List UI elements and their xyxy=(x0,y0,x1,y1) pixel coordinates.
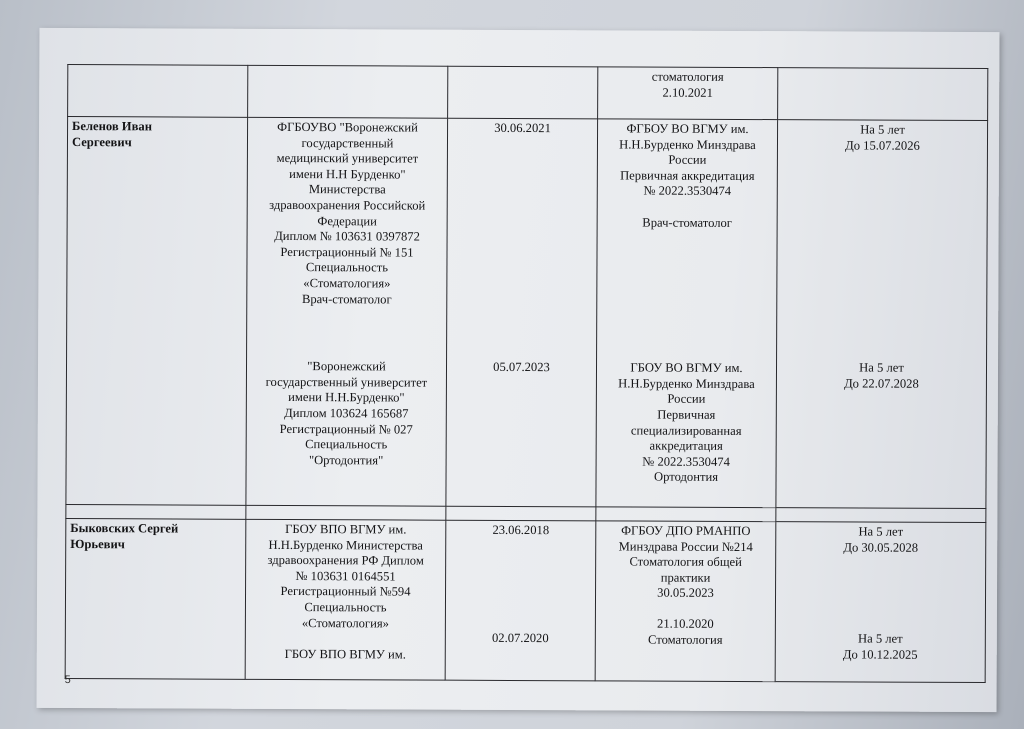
cell-empty xyxy=(776,508,986,523)
accreditation-cell: ФГБОУ ВО ВГМУ им. Н.Н.Бурденко Минздрава России Первичная аккредитация № 2022.3530474 Врач-стоматолог ГБОУ ВО ВГМУ им. Н.Н.Бурденко Минздрава России Первичная специализированная аккредитация № 2022.3530474 Ортодонтия xyxy=(596,119,778,508)
cell-empty xyxy=(68,65,248,118)
diploma-date-cell: 23.06.2018 02.07.2020 xyxy=(445,520,596,681)
accreditation-cell: стоматология 2.10.2021 xyxy=(598,67,778,120)
cell-empty xyxy=(248,65,448,118)
employee-name: Быковских Сергей Юрьевич xyxy=(65,519,246,680)
validity-cell: На 5 лет До 15.07.2026 На 5 лет До 22.07.2028 xyxy=(776,120,988,509)
page-number: 5 xyxy=(64,674,71,687)
cell-empty xyxy=(596,507,776,522)
staff-table xyxy=(65,64,989,683)
education-cell: ФГБОУВО "Воронежский государственный медицинский университет имени Н.Н Бурденко" Министерства здравоохранения Российской Федерации Диплом № 103631 0397872 Регистрационный № 151 Специальность «Стоматология» Врач-стоматолог "Воронежский государственный университет имени Н.Н.Бурденко" Диплом 103624 165687 Регистрационный № 027 Специальность "Ортодонтия" xyxy=(246,117,448,506)
table-row xyxy=(65,519,986,683)
cell-empty xyxy=(448,66,598,119)
accreditation-cell: ФГБОУ ДПО РМАНПО Минздрава России №214 Стоматология общей практики 30.05.2023 21.10.2020 Стоматология xyxy=(595,521,776,682)
cell-empty xyxy=(446,506,596,521)
cell-empty xyxy=(778,68,988,121)
employee-name: Беленов Иван Сергеевич xyxy=(66,117,248,506)
diploma-date-cell: 30.06.2021 05.07.2023 xyxy=(446,118,598,507)
table-row xyxy=(68,65,988,121)
cell-empty xyxy=(66,505,246,520)
table-row xyxy=(66,117,988,509)
cell-empty xyxy=(246,505,446,520)
education-cell: ГБОУ ВПО ВГМУ им. Н.Н.Бурденко Министерства здравоохранения РФ Диплом № 103631 0164551 Регистрационный №594 Специальность «Стоматология» ГБОУ ВПО ВГМУ им. xyxy=(245,519,446,680)
validity-cell: На 5 лет До 30.05.2028 На 5 лет До 10.12.2025 xyxy=(775,522,986,683)
document-page xyxy=(37,28,1000,712)
